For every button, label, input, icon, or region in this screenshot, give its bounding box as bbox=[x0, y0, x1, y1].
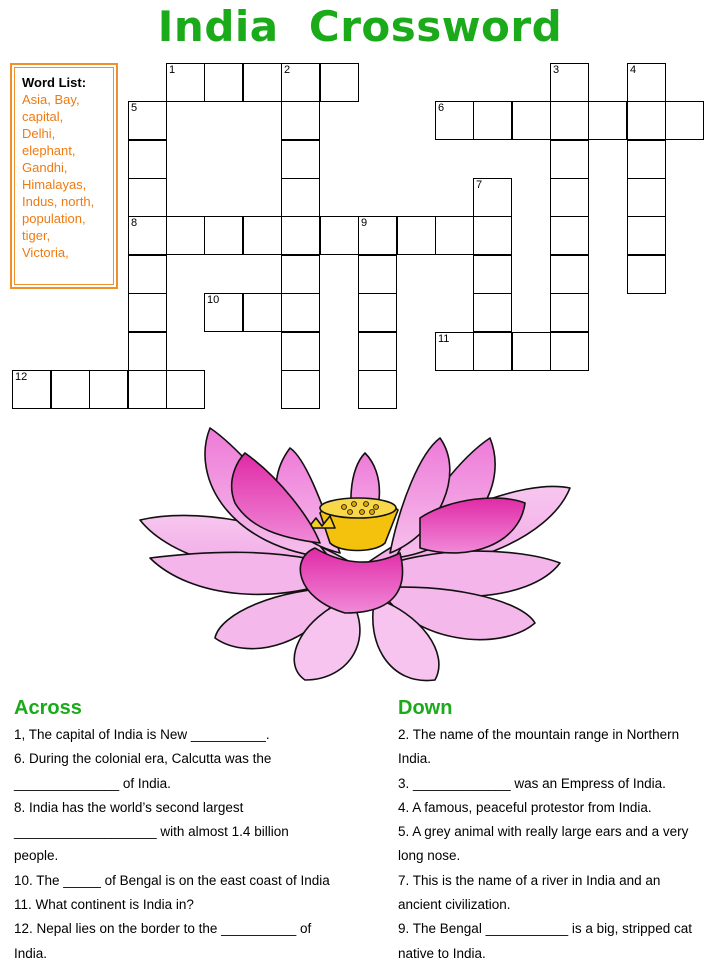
clue-number: 7 bbox=[476, 179, 483, 191]
crossword-cell[interactable] bbox=[627, 140, 666, 179]
clue-line: 6. During the colonial era, Calcutta was the bbox=[14, 751, 272, 767]
crossword-cell[interactable] bbox=[128, 216, 167, 255]
clue-line: ______________ of India. bbox=[14, 775, 171, 791]
crossword-cell[interactable] bbox=[281, 140, 320, 179]
crossword-cell[interactable] bbox=[358, 216, 397, 255]
down-clues bbox=[398, 696, 718, 966]
clue-number: 1 bbox=[169, 64, 176, 76]
clue-line: 12. Nepal lies on the border to the __________ of bbox=[14, 921, 312, 937]
crossword-cell[interactable] bbox=[512, 332, 551, 371]
clue-line: 11. What continent is India in? bbox=[14, 897, 194, 913]
crossword-cell[interactable] bbox=[627, 255, 666, 294]
crossword-cell[interactable] bbox=[128, 140, 167, 179]
clue-line: 2. The name of the mountain range in Northern bbox=[398, 727, 680, 742]
crossword-cell[interactable] bbox=[358, 255, 397, 294]
crossword-cell[interactable] bbox=[512, 101, 551, 140]
clue-number: 11 bbox=[438, 333, 450, 345]
crossword-cell[interactable] bbox=[473, 216, 512, 255]
word-list-words bbox=[22, 91, 113, 261]
crossword-cell[interactable] bbox=[243, 216, 282, 255]
crossword-cell[interactable] bbox=[281, 370, 320, 409]
crossword-cell[interactable] bbox=[627, 63, 666, 102]
crossword-cell[interactable] bbox=[243, 63, 282, 102]
crossword-cell[interactable] bbox=[665, 101, 704, 140]
across-heading: Across bbox=[14, 697, 82, 719]
clue-line: 5. A grey animal with really large ears and a very bbox=[398, 824, 689, 840]
crossword-cell[interactable] bbox=[243, 293, 282, 332]
crossword-cell[interactable] bbox=[358, 332, 397, 371]
crossword-cell[interactable] bbox=[166, 216, 205, 255]
crossword-cell[interactable] bbox=[550, 101, 589, 140]
clue-number: 4 bbox=[630, 64, 637, 76]
word-list-line: tiger, bbox=[22, 228, 51, 243]
clue-line: ___________________ with almost 1.4 billion bbox=[14, 824, 289, 840]
crossword-cell[interactable] bbox=[550, 216, 589, 255]
crossword-cell[interactable] bbox=[281, 63, 320, 102]
crossword-cell[interactable] bbox=[128, 293, 167, 332]
clue-line: 7. This is the name of a river in India and an bbox=[398, 872, 661, 888]
crossword-cell[interactable] bbox=[473, 178, 512, 217]
word-list-line: capital, bbox=[22, 109, 64, 124]
word-list-line: Himalayas, bbox=[22, 177, 87, 192]
word-list-line: Indus, north, bbox=[22, 194, 95, 209]
crossword-cell[interactable] bbox=[473, 293, 512, 332]
clue-line: India. bbox=[14, 945, 48, 961]
crossword-cell[interactable] bbox=[281, 101, 320, 140]
clue-line: long nose. bbox=[398, 848, 461, 864]
word-list-line: Delhi, bbox=[22, 126, 56, 141]
crossword-cell[interactable] bbox=[281, 216, 320, 255]
word-list-heading: Word List: bbox=[22, 75, 87, 90]
clue-number: 5 bbox=[131, 102, 138, 114]
crossword-cell[interactable] bbox=[281, 255, 320, 294]
clue-line: 8. India has the world’s second largest bbox=[14, 799, 244, 815]
crossword-cell[interactable] bbox=[550, 255, 589, 294]
clue-number: 9 bbox=[361, 217, 368, 229]
crossword-cell[interactable] bbox=[550, 178, 589, 217]
crossword-cell[interactable] bbox=[281, 332, 320, 371]
clue-number: 12 bbox=[15, 371, 28, 383]
crossword-cell[interactable] bbox=[473, 101, 512, 140]
clue-number: 3 bbox=[553, 64, 560, 76]
crossword-cell[interactable] bbox=[166, 370, 205, 409]
crossword-cell[interactable] bbox=[473, 255, 512, 294]
clue-line: 9. The Bengal ___________ is a big, stripped cat bbox=[398, 921, 692, 937]
crossword-cell[interactable] bbox=[473, 332, 512, 371]
crossword-cell[interactable] bbox=[51, 370, 90, 409]
crossword-cell[interactable] bbox=[550, 63, 589, 102]
crossword-cell[interactable] bbox=[627, 101, 666, 140]
page-title: India Crossword bbox=[157, 2, 563, 51]
across-clues bbox=[14, 696, 374, 966]
crossword-cell[interactable] bbox=[12, 370, 51, 409]
crossword-cell[interactable] bbox=[320, 216, 359, 255]
crossword-cell[interactable] bbox=[128, 178, 167, 217]
clue-line: 3. _____________ was an Empress of India. bbox=[398, 775, 666, 791]
crossword-cell[interactable] bbox=[435, 216, 474, 255]
crossword-cell[interactable] bbox=[358, 293, 397, 332]
crossword-cell[interactable] bbox=[397, 216, 436, 255]
clue-line: ancient civilization. bbox=[398, 897, 511, 913]
clue-number: 2 bbox=[284, 64, 291, 76]
word-list-line: Asia, Bay, bbox=[22, 92, 80, 107]
crossword-cell[interactable] bbox=[204, 63, 243, 102]
clue-line: 1, The capital of India is New __________. bbox=[14, 727, 270, 742]
crossword-cell[interactable] bbox=[627, 178, 666, 217]
crossword-cell[interactable] bbox=[128, 255, 167, 294]
clue-line: India. bbox=[398, 751, 432, 767]
crossword-cell[interactable] bbox=[588, 101, 627, 140]
crossword-cell[interactable] bbox=[166, 63, 205, 102]
clue-number: 10 bbox=[207, 294, 220, 306]
crossword-cell[interactable] bbox=[550, 293, 589, 332]
crossword-cell[interactable] bbox=[435, 332, 474, 371]
clue-number: 8 bbox=[131, 217, 138, 229]
crossword-cell[interactable] bbox=[358, 370, 397, 409]
crossword-cell[interactable] bbox=[128, 101, 167, 140]
crossword-cell[interactable] bbox=[550, 140, 589, 179]
crossword-cell[interactable] bbox=[550, 332, 589, 371]
crossword-cell[interactable] bbox=[320, 63, 359, 102]
crossword-cell[interactable] bbox=[128, 370, 167, 409]
crossword-cell[interactable] bbox=[89, 370, 128, 409]
word-list-line: Victoria, bbox=[22, 245, 69, 260]
crossword-cell[interactable] bbox=[128, 332, 167, 371]
word-list-line: Gandhi, bbox=[22, 160, 68, 175]
down-heading: Down bbox=[398, 697, 453, 719]
crossword-cell[interactable] bbox=[204, 293, 243, 332]
crossword-cell[interactable] bbox=[627, 216, 666, 255]
clue-line: 10. The _____ of Bengal is on the east coast of India bbox=[14, 872, 330, 888]
lotus-flower-illustration bbox=[130, 418, 590, 688]
word-list-box bbox=[10, 63, 118, 289]
clue-line: 4. A famous, peaceful protestor from India. bbox=[398, 799, 652, 815]
crossword-cell[interactable] bbox=[281, 293, 320, 332]
crossword-cell[interactable] bbox=[435, 101, 474, 140]
word-list-line: elephant, bbox=[22, 143, 76, 158]
clue-line: people. bbox=[14, 848, 59, 864]
crossword-cell[interactable] bbox=[204, 216, 243, 255]
word-list-line: population, bbox=[22, 211, 86, 226]
clue-line: native to India. bbox=[398, 945, 486, 961]
crossword-cell[interactable] bbox=[281, 178, 320, 217]
clue-number: 6 bbox=[438, 102, 445, 114]
